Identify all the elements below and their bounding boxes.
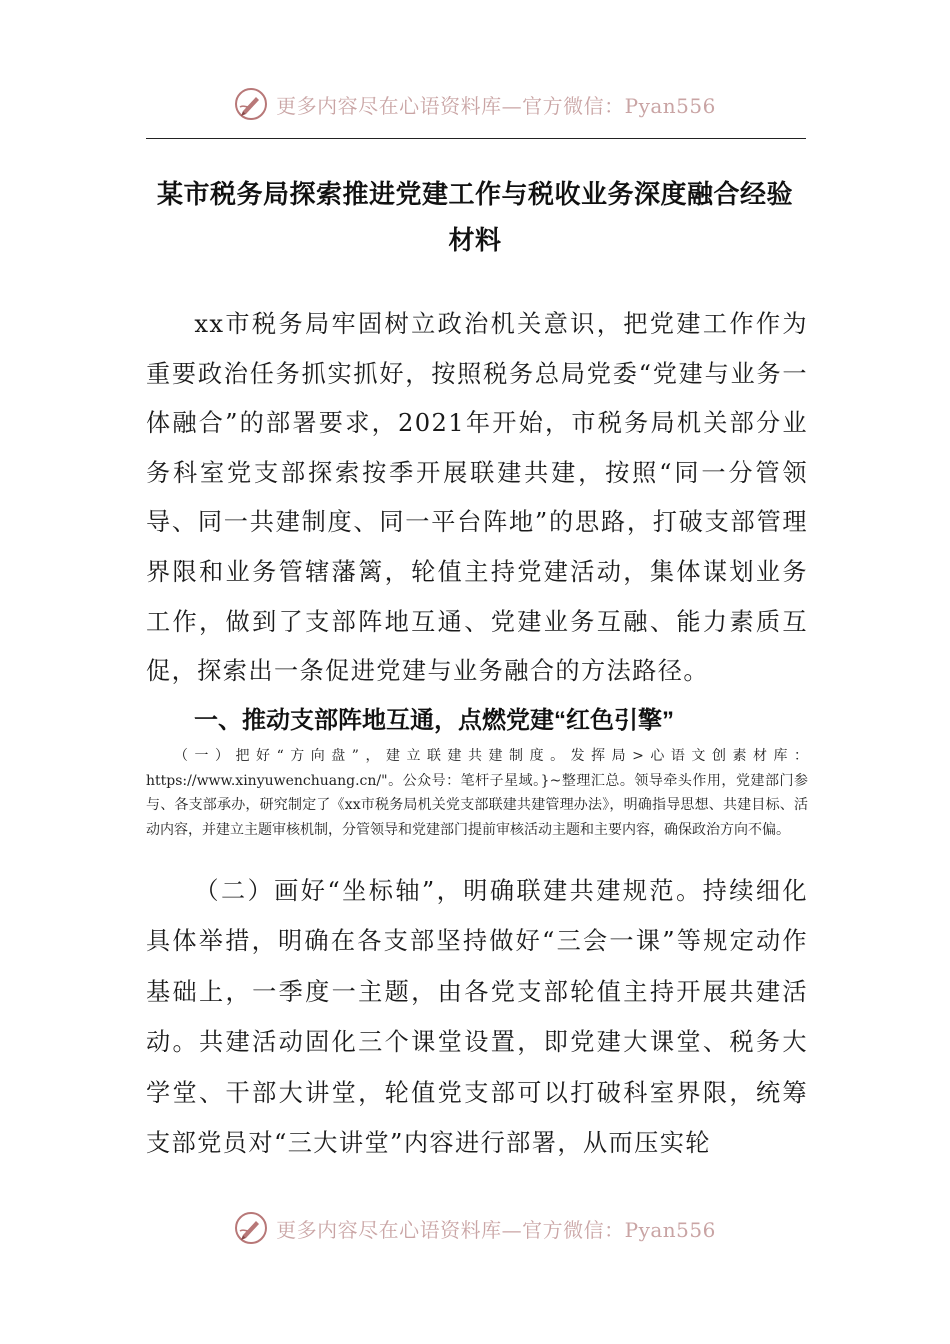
watermark-banner-top: [0, 84, 950, 124]
intro-paragraph: xx市税务局牢固树立政治机关意识，把党建工作作为重要政治任务抓实抓好，按照税务总局党委“党建与业务一体融合”的部署要求，2021年开始，市税务局机关部分业务科室党支部探索按季开展联建共建，按照“同一分管领导、同一共建制度、同一平台阵地”的思路，打破支部管理界限和业务管辖藩篱，轮值主持党建活动，集体谋划业务工作，做到了支部阵地互通、党建业务互融、能力素质互促，探索出一条促进党建与业务融合的方法路径。: [146, 310, 808, 686]
section-heading-1: 一、推动支部阵地互通，点燃党建“红色引擎”: [194, 707, 674, 734]
subsection-1-paragraph: （一）把好“方向盘”，建立联建共建制度。发挥局>心语文创素材库：https://www.xinyuwenchuang.cn/"。公众号：笔杆子星域。}~整理汇总。领导牵头作用，党建部门参与、各支部承办，研究制定了《xx市税务局机关党支部联建共建管理办法》，明确指导思想、共建目标、活动内容，并建立主题审核机制，分管领导和党建部门提前审核活动主题和主要内容，确保政治方向不偏。: [146, 748, 808, 838]
watermark-main: 更多内容尽在心语资料库: [276, 93, 502, 118]
watermark-dash: —: [501, 93, 523, 118]
subsection-2-paragraph: （二）画好“坐标轴”，明确联建共建规范。持续细化具体举措，明确在各支部坚持做好“三会一课”等规定动作基础上，一季度一主题，由各党支部轮值主持开展共建活动。共建活动固化三个课堂设置，即党建大课堂、税务大学堂、干部大讲堂，轮值党支部可以打破科室界限，统筹支部党员对“三大讲堂”内容进行部署，从而压实轮: [146, 877, 808, 1158]
watermark-main: 更多内容尽在心语资料库: [276, 1217, 502, 1242]
pen-logo-icon: [234, 87, 268, 121]
watermark-contact: 官方微信：Pyan556: [522, 93, 716, 118]
pen-logo-icon: [234, 1211, 268, 1245]
watermark-dash: —: [501, 1217, 523, 1242]
document-title: 某市税务局探索推进党建工作与税收业务深度融合经验材料: [156, 180, 793, 256]
watermark-text: [276, 90, 716, 119]
watermark-contact: 官方微信：Pyan556: [522, 1217, 716, 1242]
watermark-banner-bottom: [0, 1208, 950, 1248]
watermark-text: [276, 1214, 716, 1243]
header-rule: [146, 138, 806, 139]
